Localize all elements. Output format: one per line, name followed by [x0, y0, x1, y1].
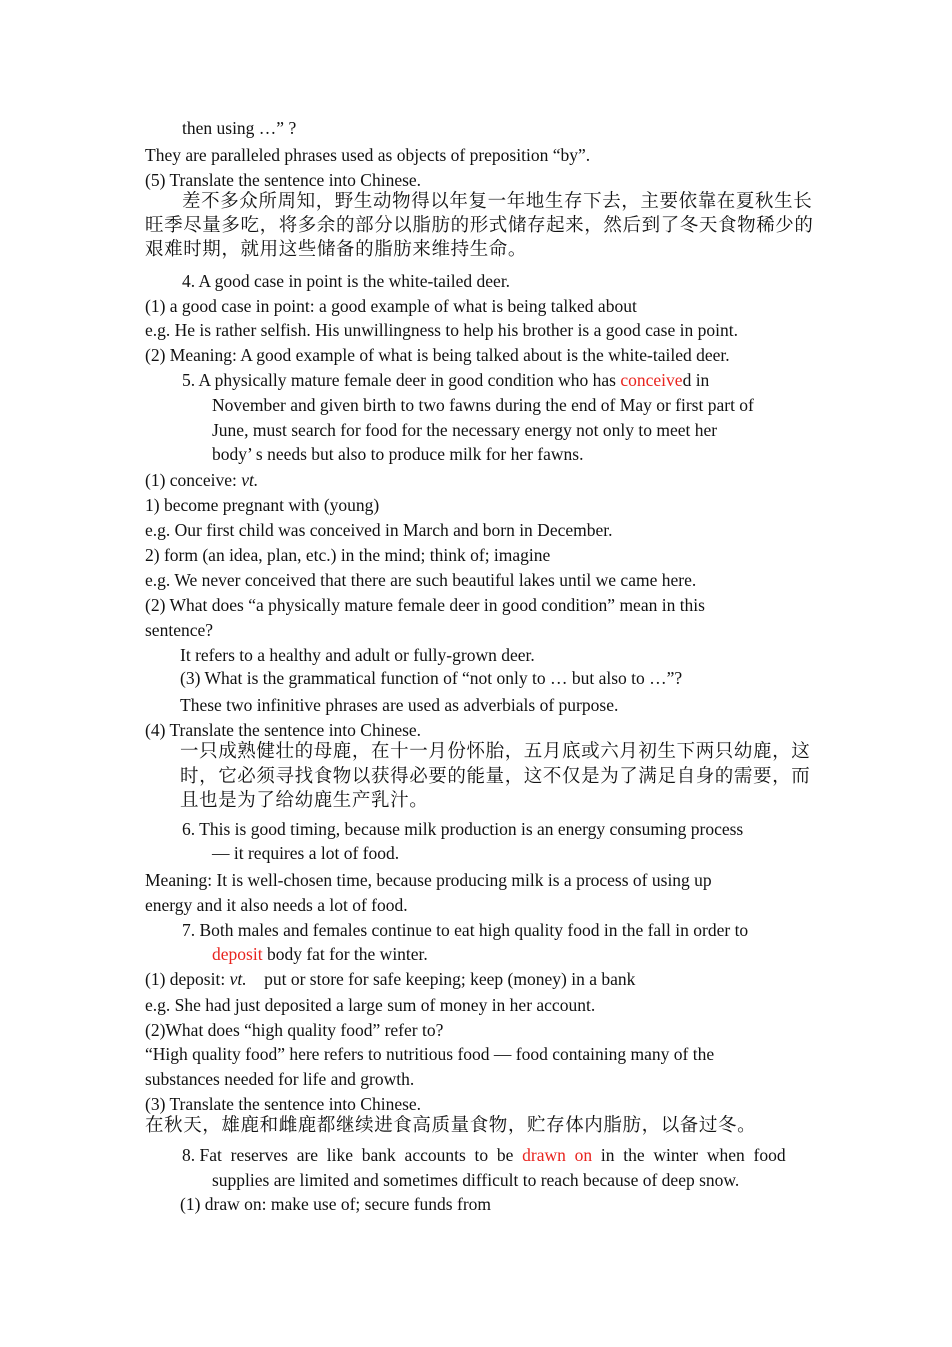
sentence-heading: 4. A good case in point is the white-tailed deer.: [182, 271, 511, 291]
highlighted-word: drawn on: [522, 1145, 593, 1165]
text-line: — it requires a lot of food.: [212, 843, 400, 863]
highlighted-word: deposit: [212, 944, 263, 964]
definition-heading: (1) draw on: make use of; secure funds from: [180, 1194, 492, 1214]
section-heading: (3) Translate the sentence into Chinese.: [145, 1094, 422, 1114]
example-line: e.g. We never conceived that there are such beautiful lakes until we came here.: [145, 570, 697, 590]
text-span: (1) deposit:: [145, 969, 230, 989]
example-line: e.g. He is rather selfish. His unwillingness to help his brother is a good case in point.: [145, 320, 738, 340]
sentence-heading: 6. This is good timing, because milk production is an energy consuming process: [182, 819, 744, 839]
sentence-heading: 7. Both males and females continue to eat high quality food in the fall in order to: [182, 920, 749, 940]
text-line: energy and it also needs a lot of food.: [145, 895, 408, 915]
text-line: (1) a good case in point: a good example of what is being talked about: [145, 296, 637, 316]
question-line: (3) What is the grammatical function of “not only to … but also to …”?: [180, 668, 683, 688]
answer-line: These two infinitive phrases are used as adverbials of purpose.: [180, 695, 619, 715]
chinese-translation-line: 且也是为了给幼鹿生产乳汁。: [180, 790, 429, 811]
text-span: (1) conceive:: [145, 470, 242, 490]
text-span: 8. Fat reserves are like bank accounts to be: [182, 1145, 523, 1165]
text-line: sentence?: [145, 620, 214, 640]
chinese-translation-line: 差不多众所周知，野生动物得以年复一年地生存下去，主要依靠在夏秋生长: [182, 191, 813, 212]
definition-heading: [145, 967, 635, 991]
highlighted-word: conceive: [620, 370, 683, 390]
text-line: [212, 942, 428, 966]
text-span: 5. A physically mature female deer in good condition who has: [182, 370, 621, 390]
chinese-translation-line: 时，它必须寻找食物以获得必要的能量，这不仅是为了满足自身的需要，而: [180, 766, 811, 787]
chinese-translation-line: 一只成熟健壮的母鹿，在十一月份怀胎，五月底或六月初生下两只幼鹿，这: [180, 741, 811, 762]
answer-line: “High quality food” here refers to nutritious food — food containing many of the: [145, 1044, 715, 1064]
chinese-translation-line: 旺季尽量多吃，将多余的部分以脂肪的形式储存起来，然后到了冬天食物稀少的: [145, 215, 814, 236]
part-of-speech: vt.: [241, 470, 259, 490]
text-span: body fat for the winter.: [262, 944, 428, 964]
text-line: 2) form (an idea, plan, etc.) in the mind; think of; imagine: [145, 545, 551, 565]
sentence-heading: [182, 1143, 786, 1167]
text-line: then using …” ?: [182, 118, 297, 138]
section-heading: (5) Translate the sentence into Chinese.: [145, 170, 422, 190]
question-line: (2) What does “a physically mature female deer in good condition” mean in this: [145, 595, 705, 615]
text-line: body’ s needs but also to produce milk for her fawns.: [212, 444, 584, 464]
text-line: (2) Meaning: A good example of what is being talked about is the white-tailed deer.: [145, 345, 730, 365]
chinese-translation-line: 艰难时期，就用这些储备的脂肪来维持生命。: [145, 239, 528, 260]
part-of-speech: vt.: [229, 969, 247, 989]
text-span: put or store for safe keeping; keep (money) in a bank: [246, 969, 636, 989]
text-line: June, must search for food for the necessary energy not only to meet her: [212, 420, 718, 440]
text-line: 1) become pregnant with (young): [145, 495, 380, 515]
example-line: e.g. Our first child was conceived in March and born in December.: [145, 520, 613, 540]
text-span: in the winter when food: [592, 1145, 786, 1165]
text-line: They are paralleled phrases used as objects of preposition “by”.: [145, 145, 591, 165]
sentence-heading: [182, 368, 709, 392]
text-line: November and given birth to two fawns during the end of May or first part of: [212, 395, 754, 415]
text-line: Meaning: It is well-chosen time, because producing milk is a process of using up: [145, 870, 712, 890]
section-heading: (4) Translate the sentence into Chinese.: [145, 720, 422, 740]
text-span: d in: [682, 370, 710, 390]
example-line: e.g. She had just deposited a large sum of money in her account.: [145, 995, 596, 1015]
answer-line: It refers to a healthy and adult or fully-grown deer.: [180, 645, 535, 665]
text-line: substances needed for life and growth.: [145, 1069, 415, 1089]
chinese-translation-line: 在秋天，雄鹿和雌鹿都继续进食高质量食物，贮存体内脂肪，以备过冬。: [145, 1115, 757, 1136]
question-line: (2)What does “high quality food” refer to?: [145, 1020, 444, 1040]
text-line: supplies are limited and sometimes difficult to reach because of deep snow.: [212, 1170, 740, 1190]
definition-heading: [145, 468, 258, 492]
